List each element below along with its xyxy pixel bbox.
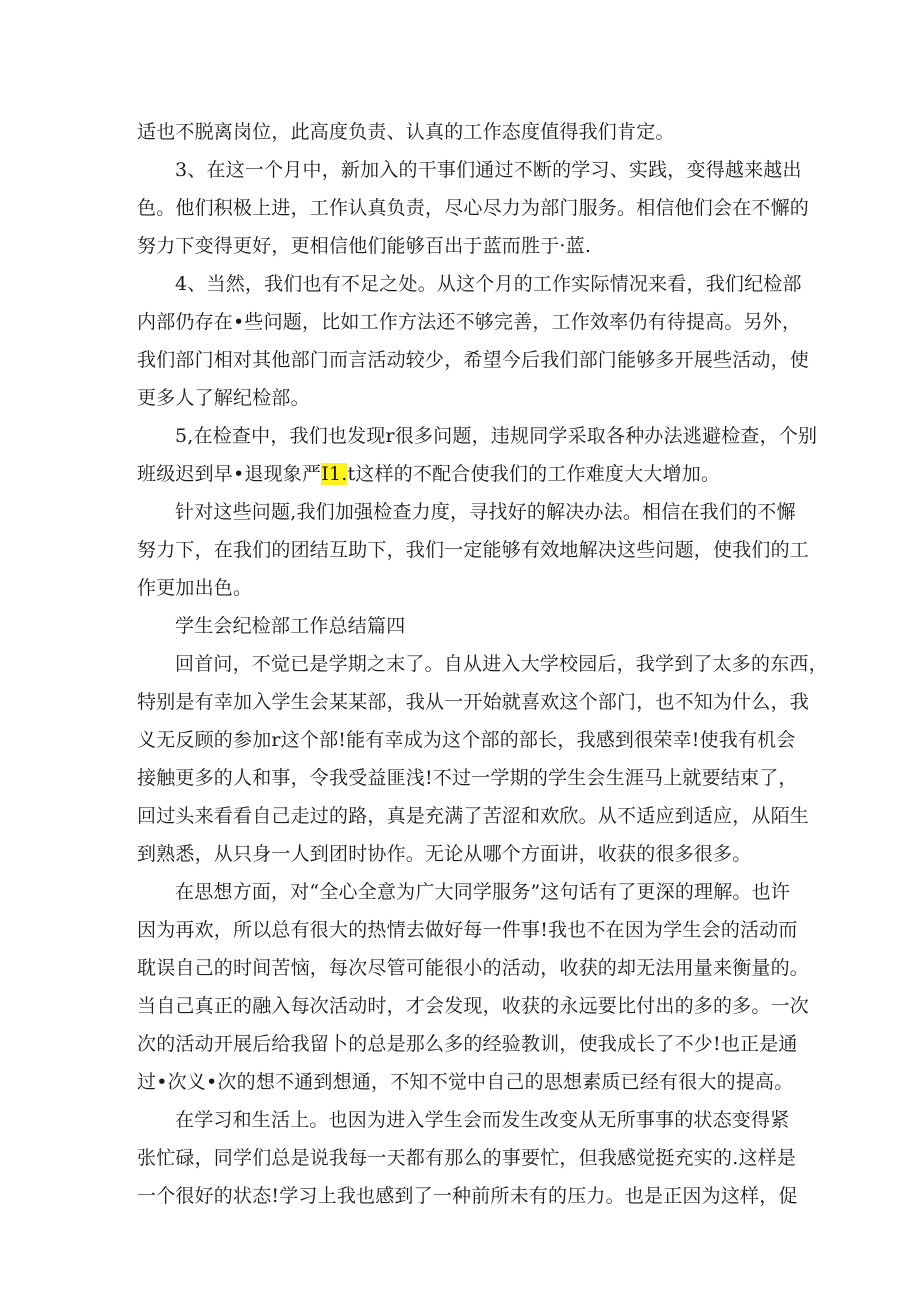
text-line: 5,在检查中，我们也发现r很多问题，违规同学采取各种办法逃避检查，个别 <box>175 425 818 447</box>
text-line: 作更加出色。 <box>137 577 253 599</box>
text-line-with-highlight <box>137 455 783 493</box>
text-line: 回过头来看看自己走过的路，真是充满了苦涩和欢欣。从不适应到适应，从陌生 <box>137 805 810 827</box>
text-line: 耽误自己的时间苦恼，每次尽管可能很小的活动，收获的却无法用量来衡量的。 <box>137 957 810 979</box>
text-line: 张忙碌，同学们总是说我每一天都有那么的事要忙，但我感觉挺充实的.这样是 <box>137 1147 797 1169</box>
text-line: 当自己真正的融入每次活动时，才会发现，收获的永远要比付出的多的多。一次 <box>137 995 810 1017</box>
text-line: 色。他们积极上进，工作认真负责，尽心尽力为部门服务。相信他们会在不懈的 <box>137 197 810 219</box>
text-line: 适也不脱离岗位，此高度负责、认真的工作态度值得我们肯定。 <box>137 121 675 143</box>
text-line: 学生会纪检部工作总结篇四 <box>175 615 406 637</box>
line-text-after-highlight: t这样的不配合使我们的工作难度大大增加。 <box>347 463 721 485</box>
text-line: 4、当然，我们也有不足之处。从这个月的工作实际情况来看，我们纪检部 <box>175 273 802 295</box>
text-line: 过•次义•次的想不通到想通，不知不觉中自己的思想素质已经有很大的提高。 <box>137 1071 794 1093</box>
text-line: 努力下变得更好，更相信他们能够百出于蓝而胜于·蓝. <box>137 235 592 257</box>
text-line: 一个很好的状态!学习上我也感到了一种前所未有的压力。也是正因为这样，促 <box>137 1185 798 1207</box>
text-line: 接触更多的人和事，令我受益匪浅!不过一学期的学生会生涯马上就要结束了， <box>137 767 798 789</box>
text-line: 义无反顾的参加r这个部!能有幸成为这个部的部长，我感到很荣幸!使我有机会 <box>137 729 796 751</box>
text-line: 3、在这一个月中，新加入的干事们通过不断的学习、实践，变得越来越出 <box>175 159 802 181</box>
text-line: 我们部门相对其他部门而言活动较少，希望今后我们部门能够多开展些活动，使 <box>137 349 810 371</box>
text-line: 次的活动开展后给我留卜的总是那么多的经验教训，使我成长了不少!也正是通 <box>137 1033 798 1055</box>
text-line: 针对这些问题,我们加强检查力度，寻找好的解决办法。相信在我们的不懈 <box>175 501 796 523</box>
text-line: 因为再欢，所以总有很大的热情去做好每一件事!我也不在因为学生会的活动而 <box>137 919 798 941</box>
text-line: 在学习和生活上。也因为进入学生会而发生改变从无所事事的状态变得紧 <box>175 1109 790 1131</box>
line-text-before-highlight: 班级迟到早•退现象严 <box>137 463 322 485</box>
highlighted-text: I1. <box>321 463 348 485</box>
document-body <box>137 113 828 1215</box>
text-line: 努力下，在我们的团结互助下，我们一定能够有效地解决这些问题，使我们的工 <box>137 539 810 561</box>
text-line: 在思想方面，对“全心全意为广大同学服务”这句话有了更深的理解。也许 <box>175 881 791 903</box>
text-line: 内部仍存在•些问题，比如工作方法还不够完善，工作效率仍有待提高。另外， <box>137 311 802 333</box>
text-line: 更多人了解纪检部。 <box>137 387 310 409</box>
text-line: 到熟悉，从只身一人到团时协作。无论从哪个方面讲，收获的很多很多。 <box>137 843 752 865</box>
text-line: 特别是有幸加入学生会某某部，我从一开始就喜欢这个部门，也不知为什么，我 <box>137 691 810 713</box>
text-line: 回首问，不觉已是学期之末了。自从进入大学校园后，我学到了太多的东西， <box>175 653 828 675</box>
